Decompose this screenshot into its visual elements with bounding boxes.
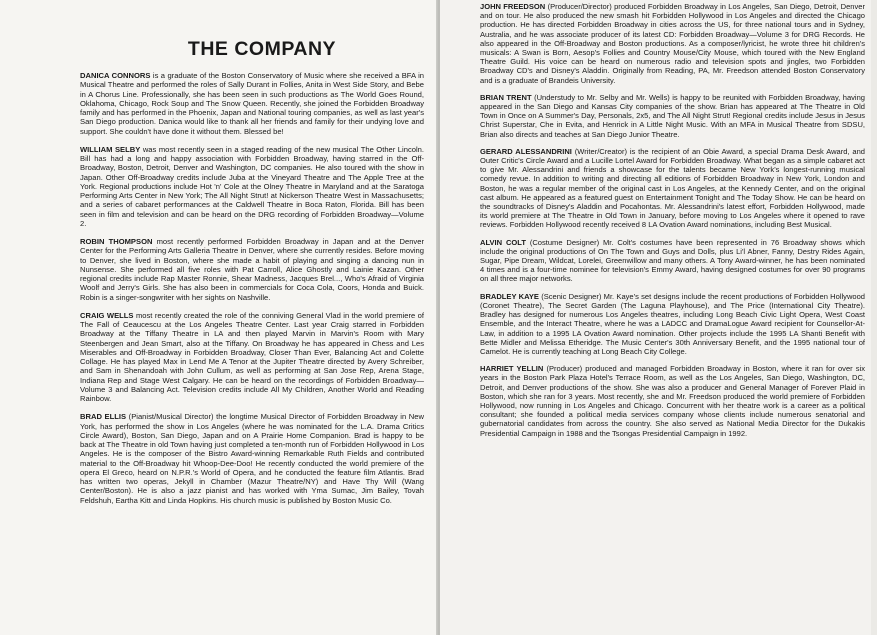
bio-name: JOHN FREEDSON — [480, 2, 546, 11]
bio-text: (Understudy to Mr. Selby and Mr. Wells) is happy to be reunited with Forbidden Broadway, having appeared in the San Diego and Kansas City companies of the show. Brian has appeared at The Theatre in Old Town in Once on A Summer's Day, Personals, 2x5, and The All Night Strut! Regional credits include Jesus in Jesus Christ Superstar, Che in Evita, and Henrick in A Little Night Music. With an MFA in Musical Theatre from SDSU, Brian also directs and teaches at San Diego Junior Theatre. — [480, 92, 865, 139]
page-edge — [871, 0, 877, 635]
bio-harriet-yellin — [480, 364, 865, 438]
bio-brian-trent — [480, 93, 865, 139]
left-page — [0, 0, 438, 635]
bio-text: (Scenic Designer) Mr. Kaye's set designs include the recent productions of Forbidden Hollywood (Coronet Theatre), The Secret Garden (The Laguna Playhouse), and The Price (International City Theatre). Bradley has designed for numerous Los Angeles theatres, including Long Beach Civic Light Opera, West Coast Ensemble, and the Interact Theatre, where he was a LADCC and DramaLogue Award recipient for Counsellor-At-Law, in addition to a 1995 LA Ovation Award nomination. Other projects include the 1995 LA Shanti Benefit with Bette Midler and Melissa Etheridge. The Music Center's 30th Anniversary Benefit, and the 1995 national tour of Camelot. He is currently teaching at Long Beach City College. — [480, 291, 865, 356]
bio-name: BRIAN TRENT — [480, 92, 532, 102]
bio-name: DANICA CONNORS — [80, 71, 151, 80]
bio-text: was most recently seen in a staged reading of the new musical The Other Lincoln. Bill has had a long and happy association with Forbidden Broadway, having starred in the Off-Broadway, Boston, Detroit, Denver and Washington, DC companies. He also toured with the show in Japan. Other Off-Broadway credits include Juba at the Vineyard Theatre and The Apple Tree at the York. Regional productions include Hot 'n' Cole at the Olney Theatre in Maryland and at the Saratoga Performing Arts Center in New York; The All Night Strut! at Nickerson Theatre West in Massachusetts; and a series of cabaret performances at the Caldwell Theatre in Boca Raton, Florida. Bill has been seen in film and television and can be heard on the DRG recording of Forbidden Broadway—Volume 2. — [80, 144, 424, 228]
bio-name: HARRIET YELLIN — [480, 364, 544, 374]
bio-craig-wells — [80, 311, 424, 404]
bio-name: ROBIN THOMPSON — [80, 237, 153, 246]
right-page — [440, 0, 877, 635]
bio-text: most recently performed Forbidden Broadway in Japan and at the Denver Center for the Performing Arts Galleria Theatre in Denver, where she currently resides. Before moving to Denver, she lived in Boston, where she made a habit of playing and singing a dancing nun in Nunsense. She performed all five roles with Pat Carroll, Alice Ghostly and Lainie Kazan. Other regional credits include Rap Master Ronnie, Shear Madness, Jacques Brel..., Who's Afraid of Virginia Woolf and Jerry's Girls. She has also been in commercials for Coca Cola, Coors, Honda and Buick. Robin is a singer-songwriter with her sights on Nashville. — [80, 237, 424, 302]
bio-text: most recently created the role of the conniving General Vlad in the world premiere of The Fall of Ceaucescu at the Los Angeles Theatre Center. Last year Craig starred in Forbidden Broadway at the Tiffany Theatre in LA and then played Marvin in Marvin's Room with Mary Steenbergen and Jean Smart, also at the Tiffany. On Broadway he has appeared in Chess and Les Miserables and Off-Broadway in Forbidden Broadway, Closer Than Ever, Balancing Act and Colette Collage. He has played Max in Lend Me A Tenor at the Jupiter Theatre directed by Avery Schreiber, and Sam in Shenandoah with John Cullum, as well as performing at San Jose Rep, Arena Stage, Indiana Rep and Stage West Calgary. He can be heard on the recordings of Forbidden Broadway—Volume 3 and Balancing Act. Television credits include All My Children, Another World and Reading Rainbow. — [80, 310, 424, 403]
bio-robin-thompson — [80, 237, 424, 302]
bio-william-selby — [80, 145, 424, 228]
page-title: THE COMPANY — [187, 38, 337, 60]
bio-name: ALVIN COLT — [480, 237, 526, 247]
bio-text: (Writer/Creator) is the recipient of an Obie Award, a special Drama Desk Award, and Outer Critic's Circle Award and a Lucille Lortel Award for Forbidden Broadway. What began as a simple cabaret act to give Mr. Alessandrini and friends a showcase for the talents became New York's longest-running musical comedy revue. In addition to writing and directing all editions of Forbidden Broadway in New York, London and Boston, he was a regular member of the original cast in Los Angeles, at the Kennedy Center, and on the original cast album. He appeared as a featured guest on Entertainment Tonight and The Today Show. He can be heard on the soundtracks of Disney's Aladdin and Pocahontas. Mr. Alessandrini's latest effort, Forbidden Hollywood, made its world premiere at The Theatre in Old Town in January, before moving to Los Angeles where it opened to rave reviews. Forbidden Hollywood recently received 8 LA Ovation Award nominations, including Best Musical. — [480, 146, 865, 230]
bio-alvin-colt — [480, 238, 865, 284]
bio-gerard-alessandrini — [480, 147, 865, 230]
bio-text: is a graduate of the Boston Conservatory of Music where she received a BFA in Musical Theatre and performed the roles of Sally Durant in Follies, Anita in West Side Story, and Bebe in A Chorus Line. Professionally, she has been seen in such productions as The World Goes Round, Oklahoma, Chicago, Rock Soup and The Snow Queen. Recently, she joined the Forbidden Broadway family and has performed in the Phoenix, Japan and National touring companies, as well as last year's San Diego production. Danica would like to thank all her friends and family for their undying love and support. She couldn't have done it without them. Blessed be! — [80, 71, 424, 136]
bio-bradley-kaye — [480, 292, 865, 356]
bio-john-freedson — [480, 2, 865, 85]
bio-text: (Pianist/Musical Director) the longtime Musical Director of Forbidden Broadway in New York, has performed the show in Los Angeles (where he was nominated for the L.A. Drama Critics Circle Award), Boston, San Diego, Japan and on A Prairie Home Companion. Brad is happy to be back at The Theatre in old Town having just completed a ten-month run of Forbidden Hollywood in Los Angeles. He is the composer of the Bistro Award-winning Remarkable Ruth Fields and contributed material to the Off-Broadway hit Whoop-Dee-Doo! He recently conducted the world premiere of the opera El Greco, heard on N.P.R.'s World of Opera, and he conducted the feature film Atlantis. Brad has written two operas, Jekyll in Chamber (Mazur Theatre/NY) and Have Thy Will (Wang Center/Boston). He is also a jazz pianist and has worked with Yma Sumac, Jim Bailey, Tovah Feldshuh, Eartha Kitt and Linda Hopkins. His church music is published by Boston Music Co. — [80, 412, 424, 505]
bio-name: WILLIAM SELBY — [80, 144, 141, 154]
bio-name: BRADLEY KAYE — [480, 291, 539, 301]
bio-name: CRAIG WELLS — [80, 310, 134, 320]
bio-name: GERARD ALESSANDRINI — [480, 146, 572, 156]
bio-brad-ellis — [80, 412, 424, 505]
bio-text: (Producer/Director) produced Forbidden Broadway in Los Angeles, San Diego, Detroit, Denver and on tour. He also produced the new smash hit Forbidden Hollywood in Los Angeles and directed the Chicago production. He has directed Forbidden Broadway in cities across the US, for three national tours and in Sydney, Australia, and he was associate producer of its latest CD: Forbidden Broadway—Volume 3 for DRG Records. He also appeared in the Off-Broadway and Boston productions. As a composer/lyricist, he wrote three hit children's musicals: A Swan is Born, Aesop's Follies and Country Mouse/City Mouse, which toured with the New England Theatre Guild. His voice can be heard on numerous radio and television spots and jingles, two Forbidden Broadway CD's and Disney's Aladdin. Originally from Reading, PA, Mr. Freedson attended Boston Conservatory and is a graduate of Brandeis University. — [480, 2, 865, 85]
bio-text: (Producer) produced and managed Forbidden Broadway in Boston, where it ran for over six years in the Boston Park Plaza Hotel's Terrace Room, as well as the Los Angeles, San Diego, Washington, DC, Detroit, and Denver productions of the show. She was also a producer and General Manager of Forever Plaid in Boston, which she ran for 3 years. Most recently, she and Mr. Freedson produced the world premiere of Forbidden Hollywood, now running in Los Angeles and Chicago. Concurrent with her theatre work is a career as a political consultant; she founded a political media services company whose clients include numerous senatorial and gubernatorial candidates from across the country. She also served as National Media Director for the Dukakis Presidential Campaign in 1988 and the Tsongas Presidential Campaign in 1992. — [480, 364, 865, 438]
bio-name: BRAD ELLIS — [80, 412, 127, 422]
bio-text: (Costume Designer) Mr. Colt's costumes have been represented in 76 Broadway shows which include the original productions of On The Town and Guys and Dolls, plus Li'l Abner, Fanny, Destry Rides Again, Sugar, Pipe Dream, Wildcat, Lorelei, Greenwillow and many others. A Tony Award-winner, he has been nominated 4 times and is a four-time nominee for television's Emmy Award, having designed costumes for over 90 programs on all three major networks. — [480, 237, 865, 284]
bio-danica-connors — [80, 71, 424, 136]
